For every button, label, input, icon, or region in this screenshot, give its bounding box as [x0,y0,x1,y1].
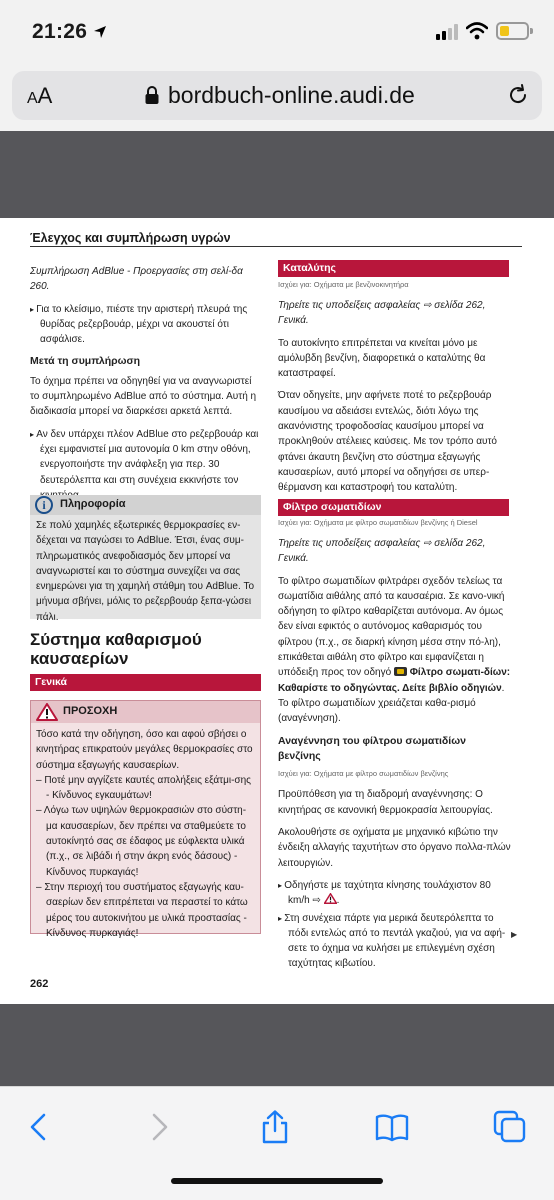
status-bar [0,0,554,66]
regen-paragraph: Προϋπόθεση για τη διαδρομή αναγέννησης: Ο κινητήρας σε κανονική θερμοκρασία λειτουργίας. [278,789,493,816]
filter-text-end: . Το φίλτρο σωματιδίων χρειάζεται καθα-ρισμό (αναγέννηση). [278,682,505,725]
reload-icon[interactable] [506,83,530,107]
bullet-no-adblue: ▸ Αν δεν υπάρχει πλέον AdBlue στο ρεζερβουάρ και έχει εμφανιστεί μια αυτονομία 0 km στην οθόνη, ενεργοποιήστε την ανάφλεξη για περ. 30 δευτερόλεπτα και στη συνέχεια εκκινήστε τον [30,427,262,503]
left-column [30,264,262,510]
catalyst-paragraph: Όταν οδηγείτε, μην αφήνετε ποτέ το ρεζερβουάρ καυσίμου να αδειάσει εντελώς, διότι λόγω της ακανόνιστης τροφοδοσίας καυσίμου μπορεί να προκληθούν ατέλειες καύσεις. Με τον τρόπο αυτό φτάνει άκαυτη βενζίνη στο σύστημα εξαγωγής καυσαερίων, αυτό μπορεί να οδηγήσει σε υπερ-θέρμανση και καταστροφή του καταλύτη. [278,390,497,494]
filter-safety-ref[interactable]: Τηρείτε τις υποδείξεις ασφαλείας ⇨ σελίδα 262, Γενικά. [278,538,486,565]
header-divider [30,246,522,247]
warning-title: ΠΡΟΣΟΧΗ [63,705,118,717]
regen-bullet-coast: ▸ Στη συνέχεια πάρτε για μερικά δευτερόλεπτα το πόδι εντελώς από το πεντάλ γκαζιού, για να αφή-σετε το όχημα να κυλήσει με επιλεγμένη σχέση ταχύτητας κιβωτίου. [278,911,511,972]
info-text: Σε πολύ χαμηλές εξωτερικές θερμοκρασίες εν-δέχεται να παγώσει το AdBlue. Έτσι, ένας συμ-πληρωματικός ανεφοδιασμός δεν μπορεί να αναγνωριστεί και το σύστημα συνεχίζει να σας ενημερώνει για τη χαμηλή στάθμη του AdBlue. Το μήνυμα σβήνει, μόλις το ρεζερβουάρ ξεπα-γώσει πάλι. [36,520,255,623]
text-size-button[interactable]: AA [27,83,53,108]
exhaust-system-title: Σύστημα καθαρισμού καυσαερίων [30,630,202,668]
bullet-close-flap: ▸ Για το κλείσιμο, πιέστε την αριστερή πλευρά της θυρίδας ρεζερβουάρ, μέχρι να ακουστεί ότι ασφάλισε. [30,302,262,348]
catalyst-applies: Ισχύει για: Οχήματα με βενζινοκινητήρα [278,280,409,289]
filter-paragraph [278,574,511,727]
info-title: Πληροφορία [60,498,126,510]
section-header: Έλεγχος και συμπλήρωση υγρών [30,231,231,245]
clock: 21:26 [32,20,88,43]
filter-text-main: Το φίλτρο σωματιδίων φιλτράρει σχεδόν τελείως τα σωματίδια αιθάλης από τα καυσαέρια. Σε κανο-νική οδήγηση το φίλτρο καθαρίζεται αυτόνομα. Αν όμως δεν είναι εφικτός ο αυτόνομος καθαρισμός του φίλτρου (π.χ., σε διαρκή κίνηση μέσα στην πό-λη), επικάθεται αιθάλη στο φίλτρο και εμφανίζεται η υπόδειξη προς τον οδηγό [278,575,505,679]
catalyst-safety-ref[interactable]: Τηρείτε τις υποδείξεις ασφαλείας ⇨ σελίδα 262, Γενικά. [278,300,486,327]
address-bar[interactable] [12,71,542,120]
tabs-icon[interactable] [492,1109,528,1145]
regen-applies: Ισχύει για: Οχήματα με φίλτρο σωματιδίων βενζίνης [278,769,449,779]
catalyst-bar: Καταλύτης [278,260,509,277]
filter-indicator-icon [394,667,407,676]
home-indicator [171,1178,383,1184]
forward-icon[interactable] [140,1109,176,1145]
catalyst-text [278,298,511,503]
warning-triangle-icon [324,893,337,904]
wifi-icon [466,22,488,40]
info-header [30,495,261,515]
after-fill-text: Το όχημα πρέπει να οδηγηθεί για να αναγνωριστεί το συμπληρωμένο AdBlue από το σύστημα. Αυτή η διαδικασία μπορεί να διαρκέσει αρκετά λεπτά. [30,375,257,418]
bookmarks-icon[interactable] [374,1109,410,1145]
filter-applies: Ισχύει για: Οχήματα με φίλτρο σωματιδίων βενζίνης ή Diesel [278,518,478,527]
lock-icon [145,85,159,105]
page-gap-bottom [0,1004,554,1086]
battery-icon [496,22,529,40]
catalyst-paragraph: Το αυτοκίνητο επιτρέπεται να κινείται μόνο με αμόλυβδη βενζίνη, διαφορετικά ο καταλύτης θα καταστραφεί. [278,337,486,380]
info-box [30,495,261,623]
particle-filter-bar: Φίλτρο σωματιδίων [278,499,509,516]
regen-heading: Αναγέννηση του φίλτρου σωματιδίων βενζίνης [278,734,466,762]
warning-triangle-icon [36,703,58,721]
page-number: 262 [30,978,49,990]
share-icon[interactable] [257,1109,293,1145]
back-icon[interactable] [22,1109,58,1145]
continue-arrow-icon: ▶ [511,930,518,939]
warning-item: – Ποτέ μην αγγίζετε καυτές απολήξεις εξάτμι-σης - Κίνδυνος εγκαυμάτων! [36,774,251,802]
warning-intro: Τόσο κατά την οδήγηση, όσο και αφού σβήσει ο κινητήρας επικρατούν μεγάλες θερμοκρασίες στο σύστημα εξαγωγής καυσαερίων. [36,729,253,771]
filter-driver-message: Φίλτρο σωματι-δίων: Καθαρίστε το οδηγώντας. Δείτε βιβλίο οδηγιών [278,667,511,694]
info-icon: i [35,496,53,514]
url-text[interactable]: bordbuch-online.audi.de [168,82,415,108]
ref-line: Συμπλήρωση AdBlue - Προεργασίες στη σελί-δα 260. [30,266,243,293]
after-fill-heading: Μετά τη συμπλήρωση [30,355,141,368]
page-gap-top [0,131,554,218]
regen-bullet-speed: Οδηγήστε με ταχύτητα κίνησης τουλάχιστον 80 km/h ⇨ [284,879,491,907]
general-bar: Γενικά [30,674,261,691]
warning-item: – Στην περιοχή του συστήματος εξαγωγής καυ-σαερίων δεν επιτρέπεται να περαστεί το κάτω μέρος του αυτοκινήτου με υλικά προστασίας - Κίνδυνος πυρκαγιάς! [36,881,248,939]
warning-header [31,701,260,723]
warning-item: – Λόγω των υψηλών θερμοκρασιών στο σύστη-μα καυσαερίων, δεν πρέπει να σταθμεύετε το αυτοκίνητό σας σε έδαφος με εύφλεκτα υλικά (π.χ., σε λιβάδι ή στην άκρη ενός δάσους) - Κίνδυνος πυρκαγιάς! [36,805,247,878]
warning-box [30,700,261,939]
filter-text: Τηρείτε τις υποδείξεις ασφαλείας ⇨ σελίδα 262, Γενικά. Το φίλτρο σωματιδίων φιλτράρει σχεδόν τελείως τα σωματίδια αιθάλης από τα καυσαέρια. Σε κανο-νική οδήγηση το φίλτρο καθαρίζεται αυτόνομα. Αν όμως δεν είναι εφικτός ο αυτόνομος καθαρισμός του φίλτρου (π.χ., σε διαρκή κίνηση μέσα στην πό-λη), επικάθεται αιθάλη στο φίλτρο και εμφανίζεται η υπόδειξη προς τον οδηγό Φίλτρο σωματι-δίων: Καθαρίστε το οδηγώντας. Δείτε βιβλίο οδηγιών. Το φίλτρο σωματιδίων χρειάζεται καθα-ρισμό (αναγέννηση). Αναγέννηση του φίλτρου σωματιδίων βενζίνης Ισχύει για: Οχήματα με φίλτρο σωματιδίων βενζίνης Προϋπόθεση για τη διαδρομή αναγέννησης: Ο κινητήρας σε κανονική θερμοκρασία λειτουργίας. Ακολουθήστε σε οχήματα με μηχανικό κιβώτιο την ένδειξη αλλαγής ταχυτήτων στο όργανο πολλα-πλών λειτουργιών. ▸ Οδηγήστε με ταχύτητα κίνησης τουλάχιστον 80 km/h ⇨ . ▸ Στη συνέχεια πάρτε για μερικά δευτερόλεπτα το πόδι εντελώς από το πεντάλ γκαζιού, για να αφή-σετε το όχημα να κυλήσει με επιλεγμένη σχέση ταχύτητας κιβωτίου. [278,536,511,979]
regen-paragraph: Ακολουθήστε σε οχήματα με μηχανικό κιβώτιο την ένδειξη αλλαγής ταχυτήτων στο όργανο πολλα-πλών λειτουργιών. [278,827,511,869]
location-arrow-icon [93,25,107,39]
